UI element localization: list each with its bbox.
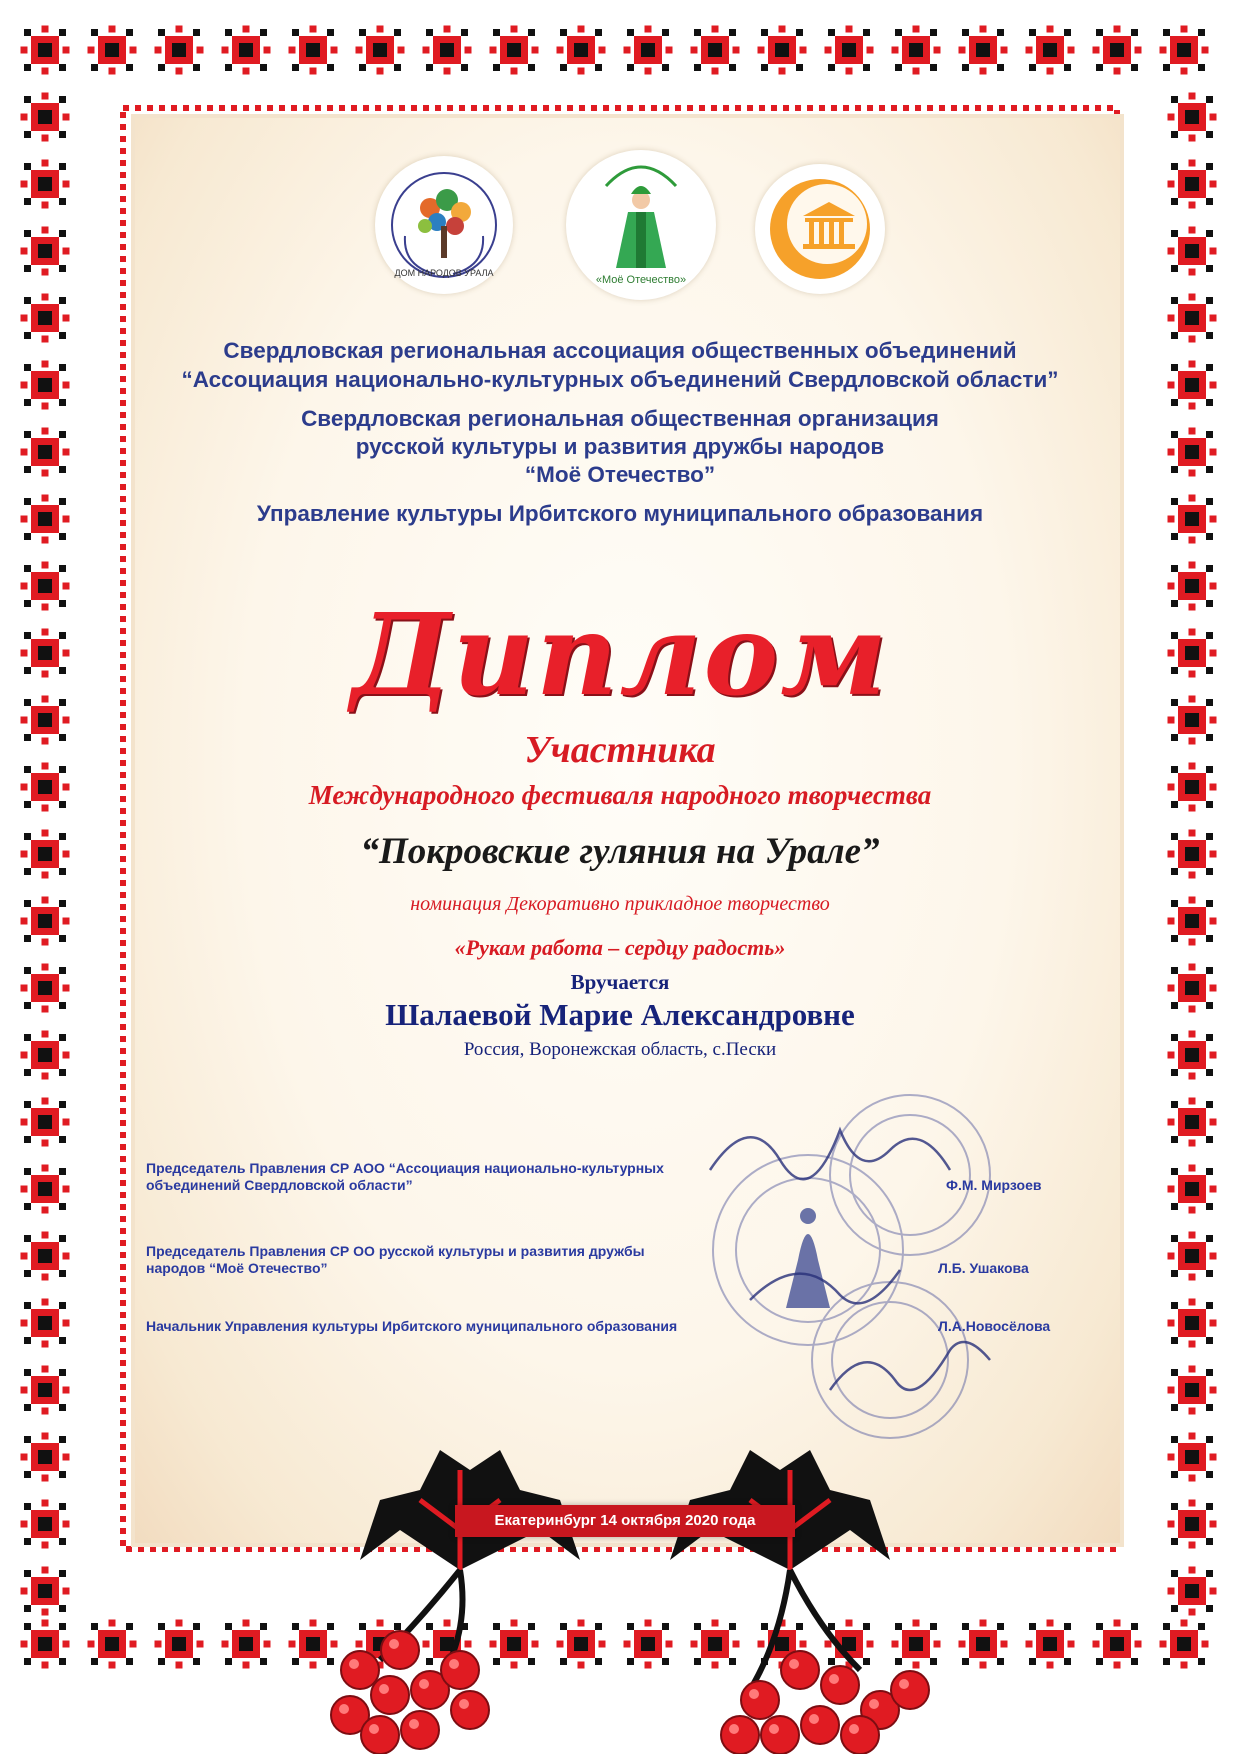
berry-ornament bbox=[761, 1716, 799, 1754]
festival-line: Международного фестиваля народного творчества bbox=[308, 780, 932, 810]
berry-ornament bbox=[801, 1706, 839, 1744]
nomination: номинация Декоративно прикладное творчество bbox=[410, 893, 830, 915]
signatory-role-line: Начальник Управления культуры Ирбитского муниципального образования bbox=[146, 1318, 678, 1334]
signatory-role-line: Председатель Правления СР ОО русской культуры и развития дружбы bbox=[146, 1243, 645, 1259]
recipient-location: Россия, Воронежская область, с.Пески bbox=[463, 1039, 777, 1060]
signatory-role bbox=[146, 1318, 766, 1335]
berry-ornament bbox=[361, 1716, 399, 1754]
signatory-name: Ф.М. Мирзоев bbox=[946, 1177, 1042, 1193]
logo-caption: ДОМ НАРОДОВ УРАЛА bbox=[394, 268, 494, 278]
signatory-role-line: Председатель Правления СР АОО “Ассоциация национально-культурных bbox=[146, 1160, 664, 1176]
signatory-role bbox=[146, 1160, 766, 1194]
signatory-name: Л.Б. Ушакова bbox=[938, 1260, 1029, 1276]
organizer-line: “Моё Отечество” bbox=[524, 462, 716, 487]
berry-ornament bbox=[441, 1651, 479, 1689]
rowan-berries-ornament bbox=[320, 1340, 940, 1754]
building-icon bbox=[755, 164, 885, 294]
presented-label: Вручается bbox=[570, 970, 670, 994]
moyo-otechestvo-logo bbox=[566, 150, 716, 300]
signatory-name: Л.А.Новосёлова bbox=[938, 1318, 1051, 1334]
logo-row bbox=[0, 150, 1240, 300]
berry-ornament bbox=[371, 1676, 409, 1714]
signatory-role-line: объединений Свердловской области” bbox=[146, 1177, 413, 1193]
organizer-line: “Ассоциация национально-культурных объединений Свердловской области” bbox=[181, 367, 1059, 392]
culture-building-logo bbox=[755, 164, 885, 294]
berry-ornament bbox=[451, 1691, 489, 1729]
organizer-line: Свердловская региональная ассоциация общественных объединений bbox=[223, 338, 1017, 363]
berry-ornament bbox=[341, 1651, 379, 1689]
berry-ornament bbox=[891, 1671, 929, 1709]
festival-name: “Покровские гуляния на Урале” bbox=[360, 831, 880, 872]
recipient-name: Шалаевой Марие Александровне bbox=[385, 997, 855, 1032]
berry-ornament bbox=[381, 1631, 419, 1669]
work-title: «Рукам работа – сердцу радость» bbox=[454, 935, 786, 960]
organizer-line: русской культуры и развития дружбы народов bbox=[355, 434, 885, 459]
berry-ornament bbox=[401, 1711, 439, 1749]
diploma-subtitle: Участника bbox=[524, 729, 716, 771]
berry-ornament bbox=[781, 1651, 819, 1689]
berry-ornament bbox=[841, 1716, 879, 1754]
berry-ornament bbox=[721, 1716, 759, 1754]
signatory-role bbox=[146, 1243, 766, 1277]
signatory-role-line: народов “Моё Отечество” bbox=[146, 1260, 328, 1276]
dom-narodov-urala-logo bbox=[375, 156, 513, 294]
berry-ornament bbox=[741, 1681, 779, 1719]
organizer-line: Управление культуры Ирбитского муниципального образования bbox=[256, 501, 984, 526]
logo-caption: «Моё Отечество» bbox=[595, 274, 687, 286]
berry-ornament bbox=[821, 1666, 859, 1704]
diploma-title: Диплом bbox=[351, 590, 889, 721]
date-line: Екатеринбург 14 октября 2020 года bbox=[455, 1505, 795, 1537]
organizer-line: Свердловская региональная общественная организация bbox=[301, 406, 939, 431]
